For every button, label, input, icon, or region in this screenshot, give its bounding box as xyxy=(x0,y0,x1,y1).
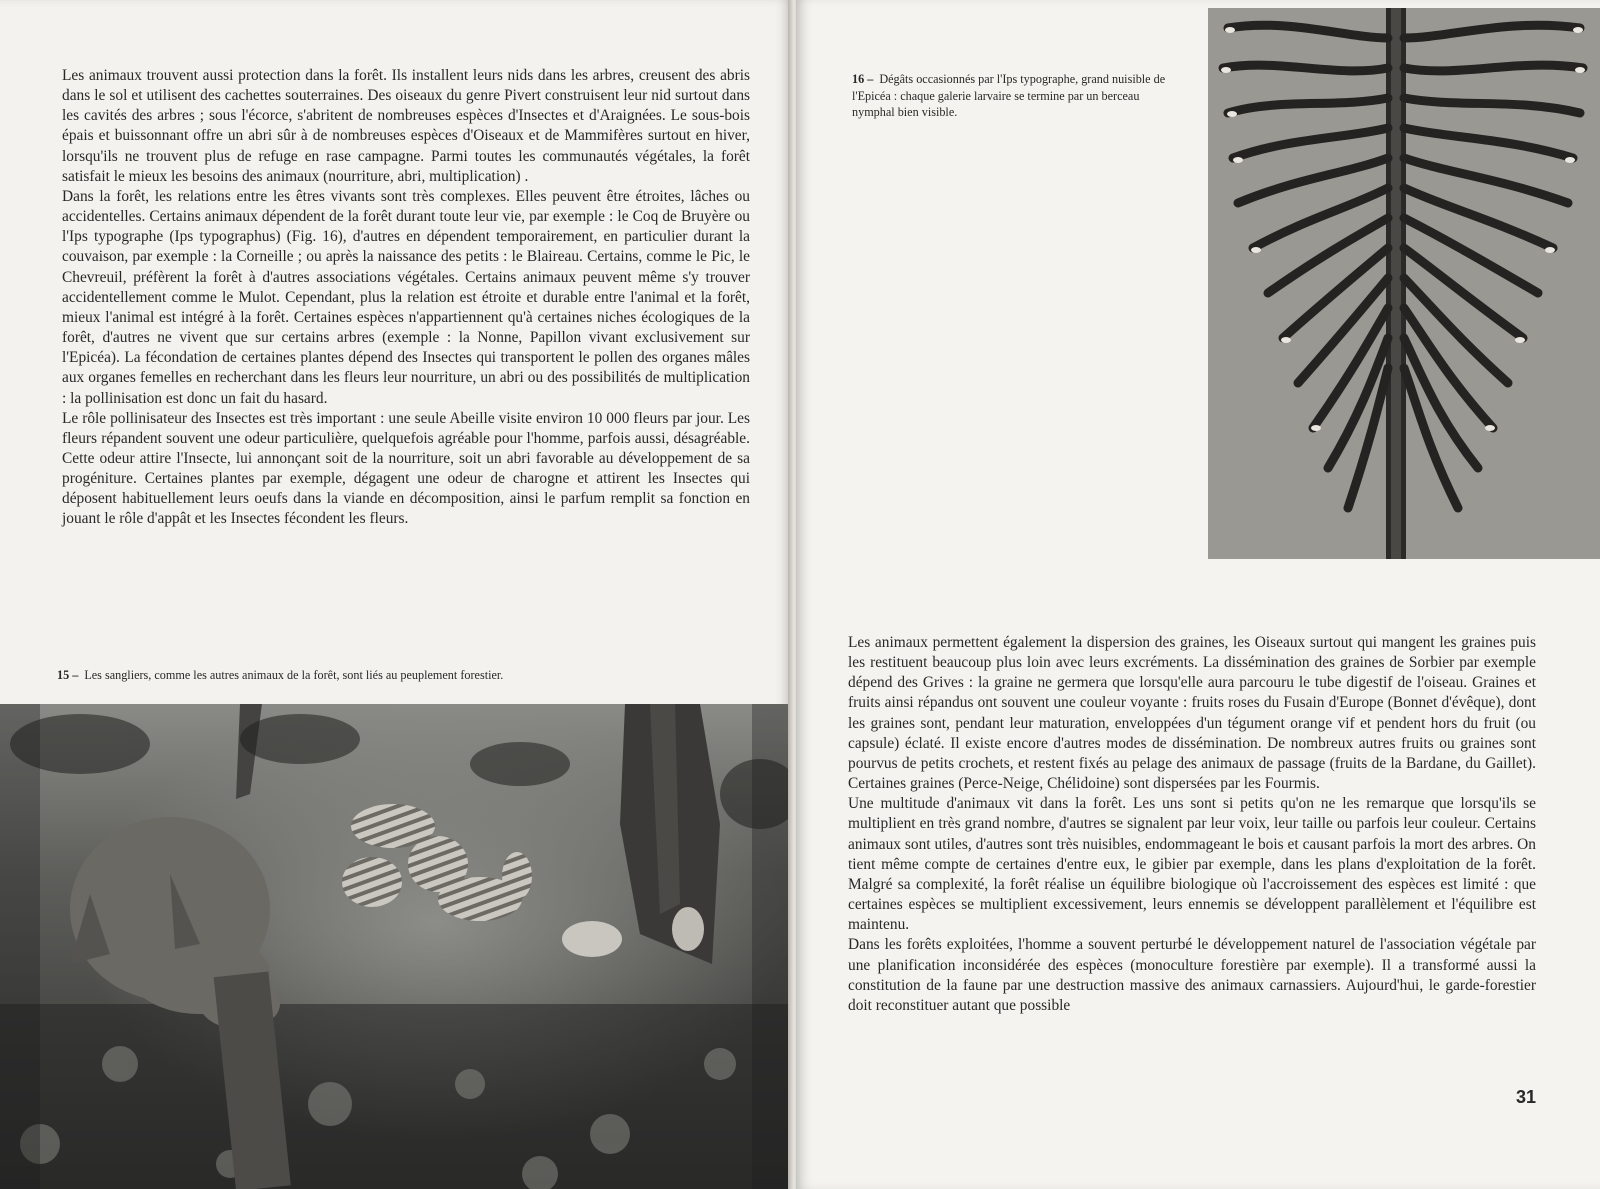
page-number: 31 xyxy=(1516,1087,1537,1107)
figure-16-caption xyxy=(852,71,1182,121)
figure-16-number: 16 – xyxy=(852,72,874,86)
left-text-column xyxy=(62,66,750,530)
bark-beetle-galleries-photo xyxy=(1208,8,1600,559)
paragraph-forest-animals: Une multitude d'animaux vit dans la forêt. Les uns sont si petits qu'on ne les remarque que lorsqu'ils se multiplient en très grand nombre, d'autres se signalent par leur voix, leur taille ou parfois leur couleur. Certains animaux sont utiles, d'autres sont très nuisibles, endommageant le bois et causant parfois la mort des arbres. On tient même compte de certaines d'entre eux, le gibier par exemple, dans les plans d'exploitation de la forêt. Malgré sa complexité, la forêt réalise un équilibre biologique où l'accroissement des espèces est limité : que certaines espèces se multiplient excessivement, leurs ennemis se développent parallèlement et l'équilibre est maintenu. xyxy=(848,795,1536,934)
figure-15-number: 15 – xyxy=(57,668,79,682)
wild-boar-photo xyxy=(0,704,792,1189)
left-page xyxy=(0,0,792,1189)
paragraph-exploited-forests: Dans les forêts exploitées, l'homme a souvent perturbé le développement naturel de l'association végétale par une planification inconsidérée des espèces (monoculture forestière par exemple). Il a transformé aussi la constitution de la faune par une destruction massive des animaux carnassiers. Aujourd'hui, le garde-forestier doit reconstituer autant que possible xyxy=(848,936,1536,1014)
figure-16-text: Dégâts occasionnés par l'Ips typographe, grand nuisible de l'Epicéa : chaque galerie larvaire se termine par un berceau nymphal bien visible. xyxy=(852,72,1166,119)
paragraph-relations: Dans la forêt, les relations entre les êtres vivants sont très complexes. Elles peuvent être étroites, lâches ou accidentelles. Certains animaux dépendent de la forêt durant toute leur vie, par exemple : le Coq de Bruyère ou l'Ips typographe (Ips typographus) (Fig. 16), d'autres en dépendent temporairement, en particulier durant la couvaison, par exemple : la Corneille ; ou après la naissance des petits : le Blaireau. Certains, comme le Pic, le Chevreuil, préfèrent la forêt à d'autres associations végétales. Certains animaux peuvent même s'y trouver accidentellement comme le Mulot. Cependant, plus la relation est étroite et durable entre l'animal et la forêt, mieux l'animal est intégré à la forêt. Certaines espèces n'appartiennent qu'à certaines niches écologiques de la forêt, d'autres ne vivent que sur certains arbres (exemple : la Nonne, Papillon vivant exclusivement sur l'Epicéa). La fécondation de certaines plantes dépend des Insectes qui transportent le pollen des organes mâles aux organes femelles en recherchant dans les fleurs leur nourriture, un abri ou des possibilités de multiplication : la pollinisation est donc un fait du hasard. xyxy=(62,187,750,407)
right-text-column xyxy=(848,633,1536,1016)
figure-15-text: Les sangliers, comme les autres animaux de la forêt, sont liés au peuplement forestier. xyxy=(84,668,504,682)
figure-15-caption xyxy=(57,667,757,684)
right-page xyxy=(796,0,1600,1189)
wild-boar-illustration xyxy=(0,704,792,1189)
paragraph-seed-dispersal: Les animaux permettent également la dispersion des graines, les Oiseaux surtout qui mangent les graines puis les restituent beaucoup plus loin avec leurs excréments. La dissémination des graines de Sorbier par exemple dépend des Grives : la graine ne germera que lorsqu'elle aura parcouru le tube digestif de l'oiseau. Graines et fruits ainsi répandus ont souvent une couleur voyante : fruits roses du Fusain d'Europe (Bonnet d'évêque), dont les graines sont, pendant leur maturation, enveloppées d'un tégument orange vif et pendent hors du fruit (ou capsule) éclaté. Il existe encore d'autres modes de dissémination. De nombreux autres fruits ou graines sont pourvus de petits crochets, et restent fixés au pelage des animaux de passage (fruits de la Bardane, du Gaillet). Certaines graines (Perce-Neige, Chélidoine) sont dispersées par les Fourmis. xyxy=(848,634,1536,793)
paragraph-protection: Les animaux trouvent aussi protection dans la forêt. Ils installent leurs nids dans les arbres, creusent des abris dans le sol et utilisent des cachettes souterraines. Des oiseaux du genre Pivert construisent leur nid surtout dans les cavités des arbres ; sous l'écorce, s'abritent de nombreuses espèces d'Insectes et d'Araignées. Le sous-bois épais et buissonnant offre un abri sûr à de nombreuses espèces d'Oiseaux et de Mammifères surtout en hiver, lorsqu'ils ne trouvent plus de refuge en rase campagne. Parmi toutes les communautés végétales, la forêt satisfait le mieux les besoins des animaux (nourriture, abri, multiplication) . xyxy=(62,67,750,185)
paragraph-pollination: Le rôle pollinisateur des Insectes est très important : une seule Abeille visite environ 10 000 fleurs par jour. Les fleurs répandent souvent une odeur particulière, quelquefois agréable pour l'homme, parfois aussi, désagréable. Cette odeur attire l'Insecte, lui annonçant soit de la nourriture, soit un abri favorable au développement de sa progéniture. Certaines plantes par exemple, dégagent une odeur de charogne et attirent les Insectes qui déposent habituellement leurs oeufs dans la viande en décomposition, ainsi le parfum remplit sa fonction en jouant le rôle d'appât et les Insectes fécondent les fleurs. xyxy=(62,409,750,528)
bark-beetle-illustration xyxy=(1208,8,1600,559)
